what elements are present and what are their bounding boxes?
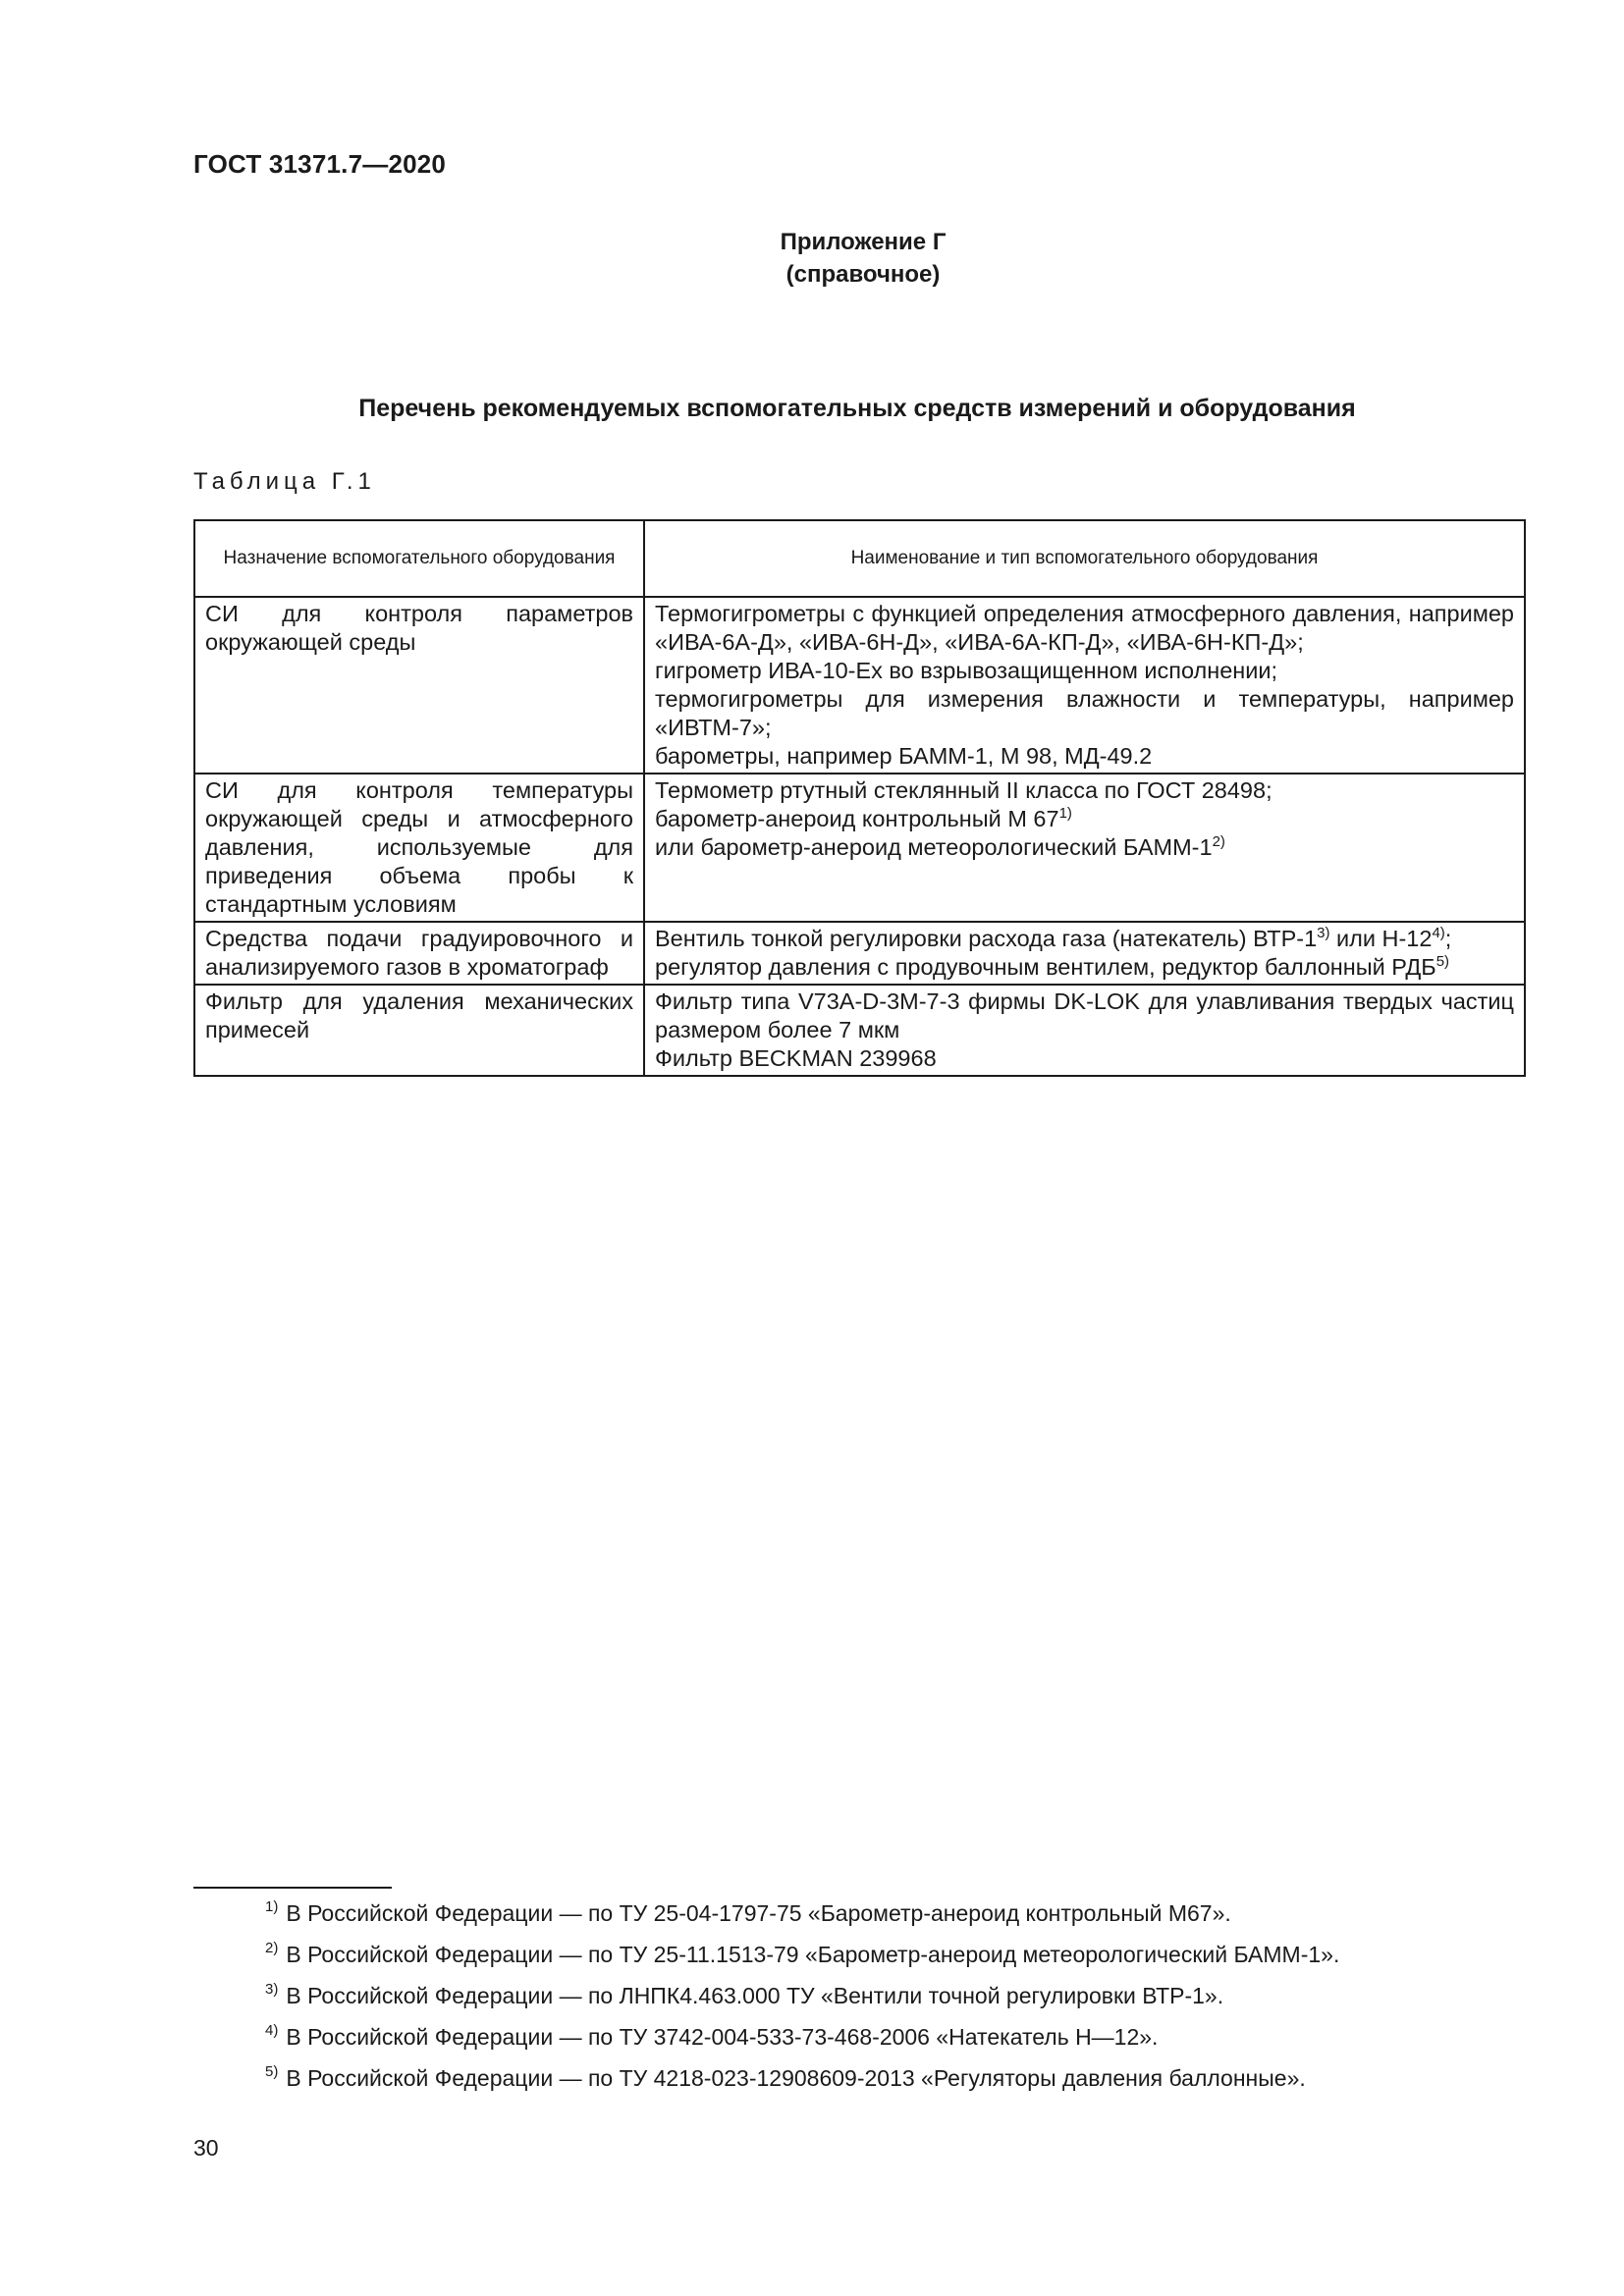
footnote-text: В Российской Федерации — по ТУ 25-04-1797-75 «Барометр-анероид контрольный М67».: [286, 1900, 1231, 1926]
table-row: [194, 922, 1525, 985]
footnote-ref-5: 5): [1435, 953, 1450, 970]
row-4-line-1: Фильтр типа V73A-D-3M-7-3 фирмы DK-LOK для улавливания твердых частиц размером более 7 мкм: [655, 988, 1514, 1042]
row-1-line-2: гигрометр ИВА-10-Ех во взрывозащищенном исполнении;: [655, 658, 1278, 683]
header-equipment: Наименование и тип вспомогательного оборудования: [644, 520, 1525, 597]
row-3-line-1-text-b: или Н-12: [1329, 926, 1433, 951]
table-row: [194, 985, 1525, 1076]
footnote-mark: 1): [265, 1898, 279, 1915]
equipment-table: [193, 519, 1526, 1077]
row-3-equipment: [644, 922, 1525, 985]
table-row: [194, 774, 1525, 922]
footnote-separator: [193, 1887, 392, 1889]
row-3-line-2-text: регулятор давления с продувочным вентилем, редуктор баллонный РДБ: [655, 954, 1436, 980]
row-2-purpose: СИ для контроля температуры окружающей среды и атмосферного давления, используемые для приведения объема пробы к стандартным условиям: [194, 774, 644, 922]
footnote-text: В Российской Федерации — по ЛНПК4.463.000 ТУ «Вентили точной регулировки ВТР-1».: [286, 1983, 1224, 2008]
table-caption: Таблица Г.1: [193, 468, 376, 495]
row-2-equipment: [644, 774, 1525, 922]
footnotes: [265, 1893, 1532, 2099]
page-number: 30: [193, 2135, 219, 2161]
document-code: ГОСТ 31371.7—2020: [193, 149, 447, 179]
row-2-line-3: [655, 833, 1514, 862]
footnote-ref-3: 3): [1317, 925, 1330, 941]
footnote-ref-1: 1): [1058, 805, 1072, 822]
footnote-mark: 5): [265, 2063, 279, 2080]
footnote-text: В Российской Федерации — по ТУ 4218-023-12908609-2013 «Регуляторы давления баллонные».: [286, 2065, 1306, 2091]
row-2-line-2: [655, 805, 1514, 833]
row-2-line-3-text: или барометр-анероид метеорологический БАММ-1: [655, 834, 1213, 860]
table-header-row: [194, 520, 1525, 597]
footnote-mark: 2): [265, 1940, 279, 1956]
row-3-line-2: [655, 953, 1514, 982]
row-4-line-2: Фильтр BECKMAN 239968: [655, 1045, 937, 1071]
annex-heading: [0, 226, 1624, 291]
row-1-purpose: СИ для контроля параметров окружающей среды: [194, 597, 644, 774]
footnote-mark: 3): [265, 1981, 279, 1998]
row-3-line-1-text-c: ;: [1444, 926, 1452, 951]
footnote-text: В Российской Федерации — по ТУ 25-11.1513-79 «Барометр-анероид метеорологический БАММ-1».: [286, 1942, 1340, 1967]
row-1-line-4: барометры, например БАММ-1, М 98, МД-49.2: [655, 743, 1153, 769]
row-4-purpose: Фильтр для удаления механических примесей: [194, 985, 644, 1076]
row-4-equipment: [644, 985, 1525, 1076]
footnote-text: В Российской Федерации — по ТУ 3742-004-533-73-468-2006 «Натекатель Н—12».: [286, 2024, 1159, 2050]
table-row: [194, 597, 1525, 774]
row-2-line-2-text: барометр-анероид контрольный М 67: [655, 806, 1059, 831]
footnote-3: [265, 1975, 1532, 2016]
page-title: Перечень рекомендуемых вспомогательных средств измерений и оборудования: [358, 395, 1356, 422]
row-3-purpose: Средства подачи градуировочного и анализируемого газов в хроматограф: [194, 922, 644, 985]
row-3-line-1-text-a: Вентиль тонкой регулировки расхода газа (натекатель) ВТР-1: [655, 926, 1318, 951]
annex-kind: (справочное): [785, 261, 941, 288]
footnote-2: [265, 1934, 1532, 1975]
row-1-line-3: термогигрометры для измерения влажности и температуры, например «ИВТМ-7»;: [655, 686, 1514, 740]
annex-title: Приложение Г: [780, 229, 947, 255]
footnote-ref-4: 4): [1432, 925, 1445, 941]
row-3-line-1: [655, 925, 1514, 953]
footnote-1: [265, 1893, 1532, 1934]
footnote-mark: 4): [265, 2022, 279, 2039]
footnote-4: [265, 2016, 1532, 2057]
row-1-line-1: Термогигрометры с функцией определения атмосферного давления, например «ИВА-6А-Д», «ИВА-6Н-Д», «ИВА-6А-КП-Д», «ИВА-6Н-КП-Д»;: [655, 601, 1514, 655]
footnote-ref-2: 2): [1212, 833, 1225, 850]
row-1-equipment: [644, 597, 1525, 774]
header-purpose: Назначение вспомогательного оборудования: [194, 520, 644, 597]
row-2-line-1: Термометр ртутный стеклянный II класса по ГОСТ 28498;: [655, 777, 1272, 803]
footnote-5: [265, 2057, 1532, 2099]
